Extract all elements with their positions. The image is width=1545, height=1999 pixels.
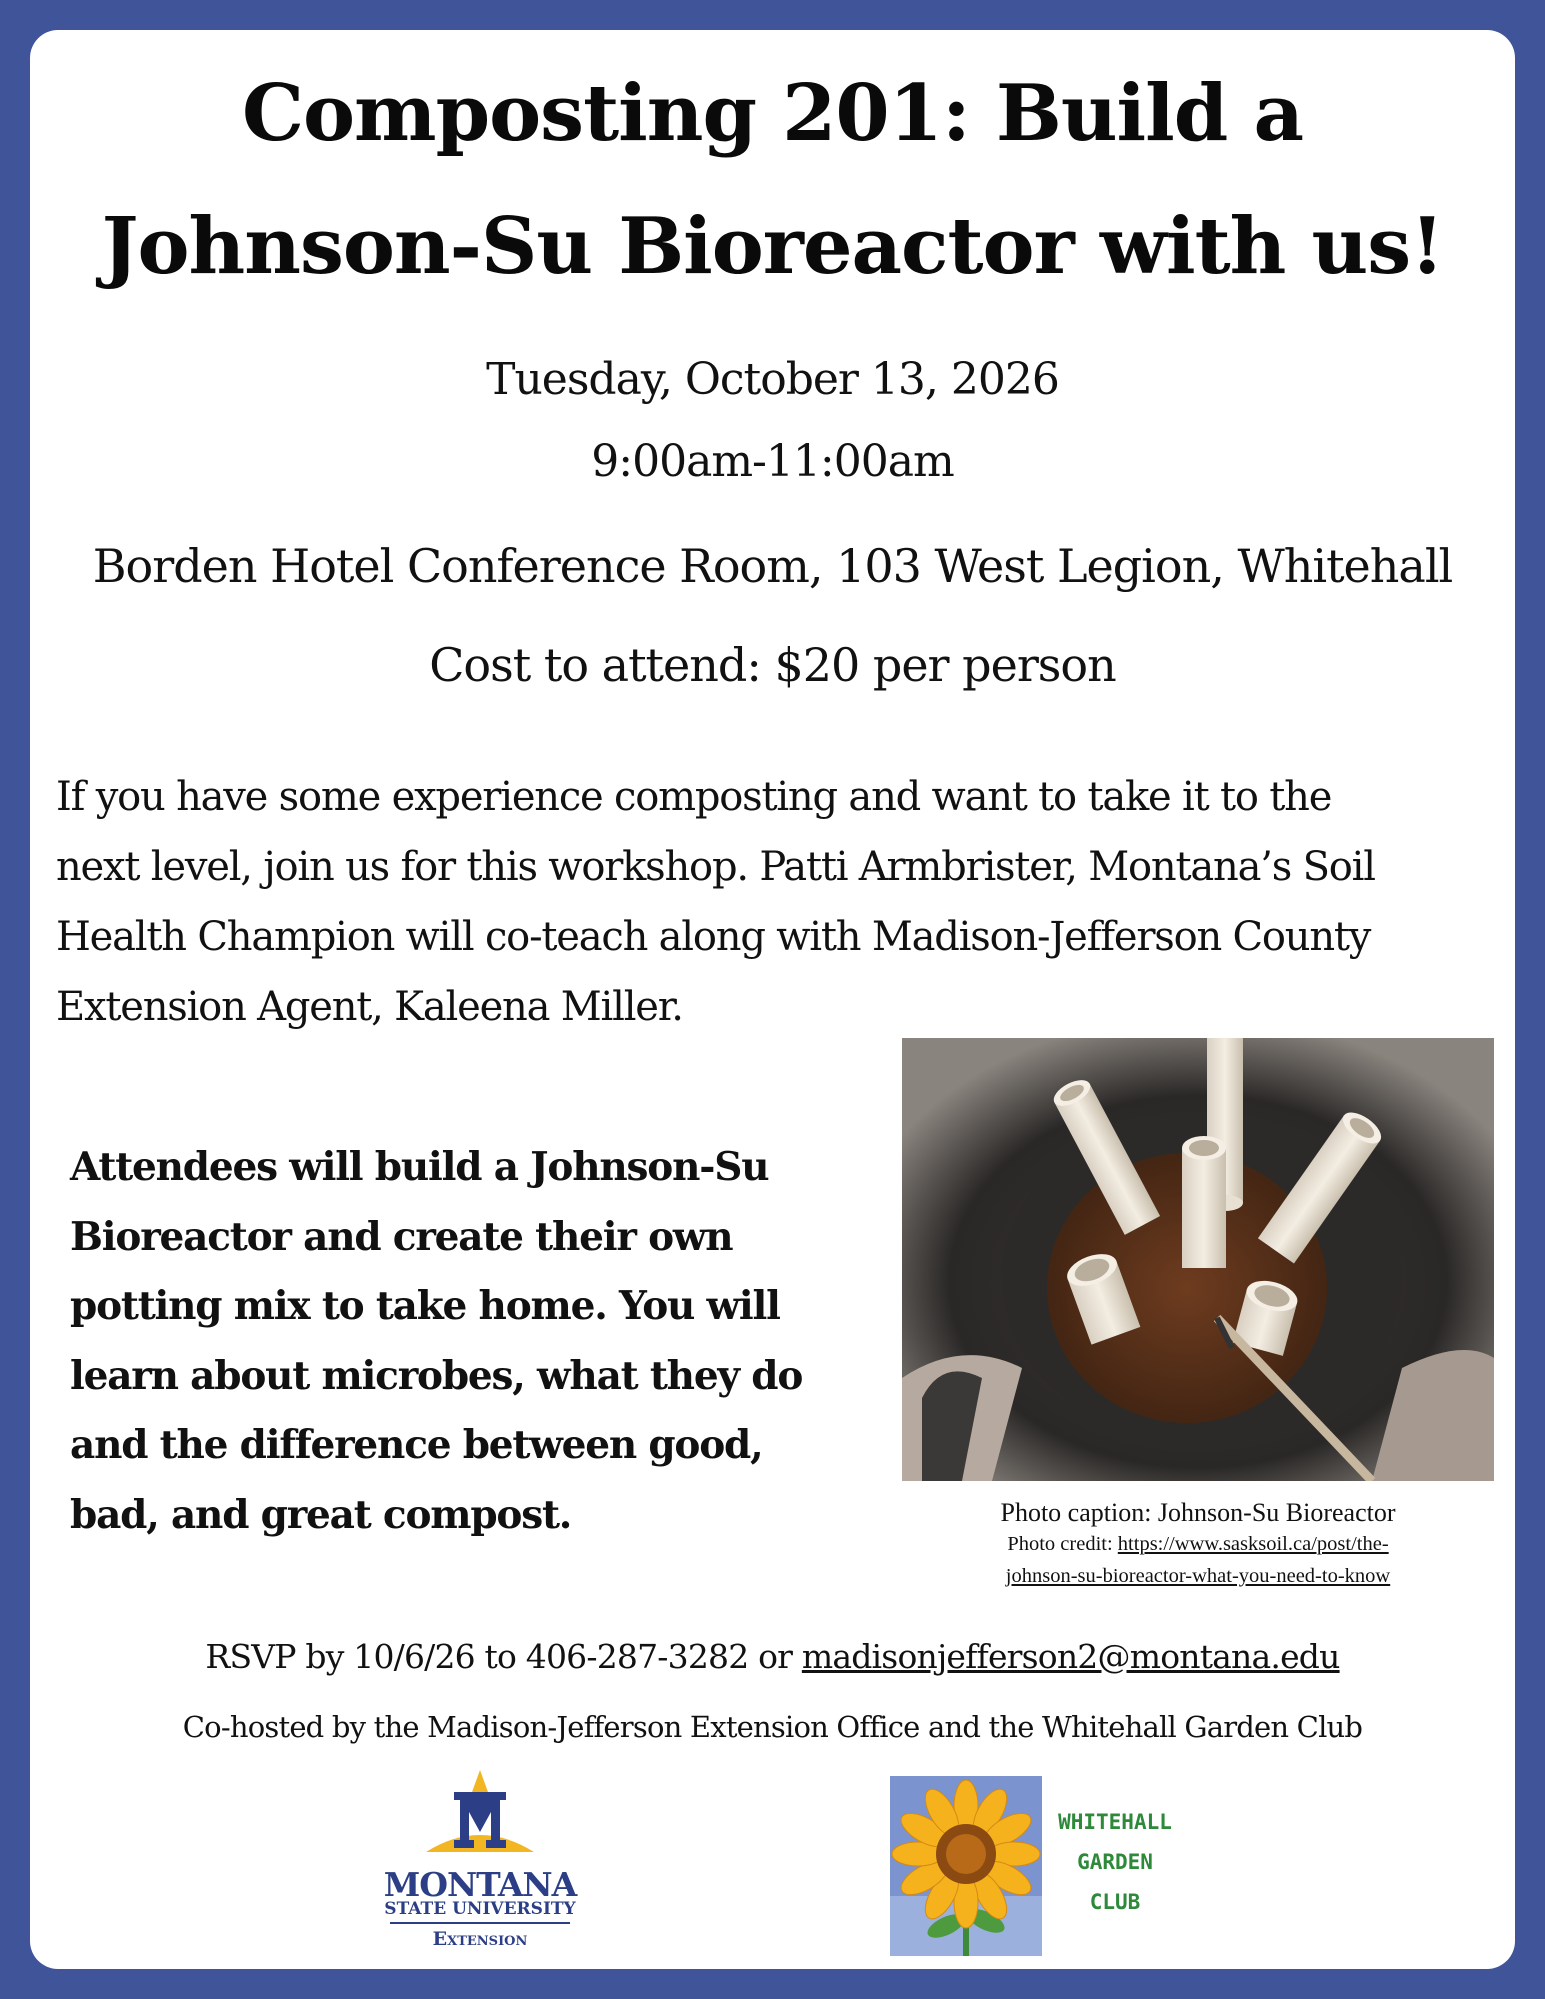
intro-paragraph bbox=[56, 762, 1496, 1042]
highlight-line: Attendees will build a Johnson-Su bbox=[70, 1144, 769, 1190]
photo-credit-label: Photo credit: bbox=[1007, 1533, 1118, 1555]
title-line-2: Johnson-Su Bioreactor with us! bbox=[101, 201, 1444, 292]
bioreactor-photo bbox=[902, 1038, 1494, 1481]
rsvp-text: RSVP by 10/6/26 to 406-287-3282 or bbox=[205, 1637, 802, 1676]
photo-credit-link[interactable]: https://www.sasksoil.ca/post/the- bbox=[1117, 1533, 1389, 1555]
highlight-line: bad, and great compost. bbox=[70, 1491, 572, 1538]
sunflower-icon bbox=[890, 1776, 1042, 1956]
msu-mark-icon bbox=[370, 1770, 590, 1860]
photo-credit-link-cont[interactable]: johnson-su-bioreactor-what-you-need-to-know bbox=[1005, 1565, 1391, 1587]
rsvp-line bbox=[0, 1637, 1545, 1676]
intro-line: next level, join us for this workshop. Patti Armbrister, Montana’s Soil bbox=[56, 844, 1375, 890]
highlight-line: and the difference between good, bbox=[70, 1422, 763, 1468]
msu-name-line-1: MONTANA bbox=[383, 1865, 577, 1904]
msu-extension-logo bbox=[370, 1770, 590, 1960]
garden-club-line-3: CLUB bbox=[1089, 1890, 1141, 1914]
garden-club-line-1: WHITEHALL bbox=[1058, 1810, 1172, 1834]
intro-line: If you have some experience composting and want to take it to the bbox=[56, 774, 1332, 820]
highlight-line: potting mix to take home. You will bbox=[70, 1283, 780, 1329]
intro-line: Extension Agent, Kaleena Miller. bbox=[56, 984, 683, 1030]
photo-credit-line-2 bbox=[902, 1566, 1494, 1587]
event-date: Tuesday, October 13, 2026 bbox=[486, 354, 1059, 405]
msu-name-line-3: Extension bbox=[432, 1928, 528, 1950]
highlight-line: Bioreactor and create their own bbox=[70, 1213, 733, 1260]
photo-credit bbox=[902, 1534, 1494, 1555]
msu-name-line-2: STATE UNIVERSITY bbox=[384, 1899, 576, 1919]
highlight-line: learn about microbes, what they do bbox=[70, 1352, 803, 1399]
bioreactor-illustration bbox=[902, 1038, 1494, 1481]
event-cost: Cost to attend: $20 per person bbox=[429, 638, 1116, 692]
rsvp-email-link[interactable]: madisonjefferson2@montana.edu bbox=[801, 1637, 1340, 1676]
garden-club-line-2: GARDEN bbox=[1077, 1850, 1153, 1874]
cohost-line: Co-hosted by the Madison-Jefferson Extension Office and the Whitehall Garden Club bbox=[182, 1710, 1363, 1744]
photo-caption: Photo caption: Johnson-Su Bioreactor bbox=[1000, 1498, 1396, 1527]
event-location: Borden Hotel Conference Room, 103 West Legion, Whitehall bbox=[92, 539, 1453, 593]
highlight-paragraph bbox=[70, 1133, 890, 1550]
msu-divider bbox=[390, 1922, 570, 1924]
intro-line: Health Champion will co-teach along with Madison-Jefferson County bbox=[56, 914, 1371, 960]
title-line-1: Composting 201: Build a bbox=[241, 68, 1304, 159]
event-time: 9:00am-11:00am bbox=[591, 436, 954, 487]
garden-club-sunflower-logo bbox=[890, 1776, 1042, 1956]
